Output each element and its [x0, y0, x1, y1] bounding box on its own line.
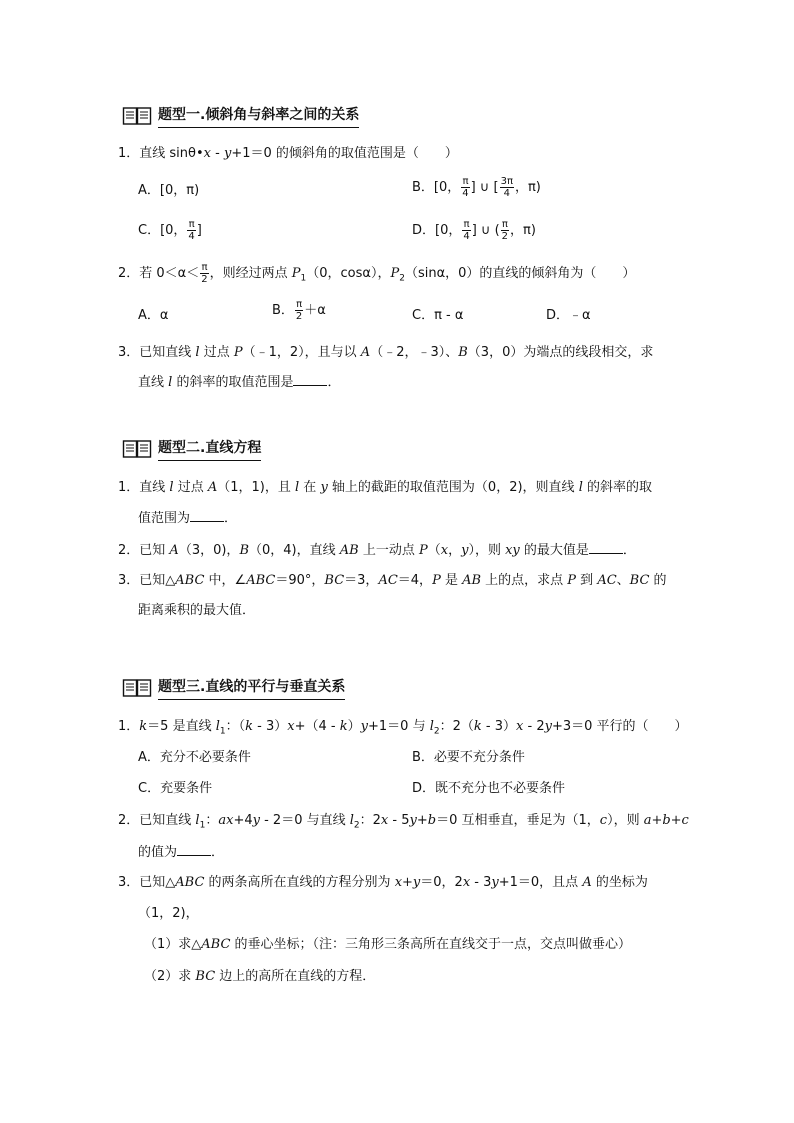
section-title: 题型一.倾斜角与斜率之间的关系 [158, 104, 359, 128]
option-a: A．充分不必要条件 [138, 750, 251, 765]
question-3-3: 3．已知△ABC 的两条高所在直线的方程分别为 x+y＝0，2x - 3y+1＝0，且点 A 的坐标为 [118, 875, 648, 890]
question-2-1-cont: 值范围为 ． [138, 511, 238, 526]
question-2-3: 3．已知△ABC 中，∠ABC＝90°，BC＝3，AC＝4，P 是 AB 上的点，求点 P 到 AC、BC 的 [118, 573, 667, 588]
question-2-2: 2．已知 A（3，0)，B（0，4)，直线 AB 上一动点 P（x，y），则 xy 的最大值是 ． [118, 543, 636, 558]
book-icon [122, 439, 152, 459]
question-1-3-cont: 直线 l 的斜率的取值范围是 ． [138, 375, 341, 390]
question-3-1: 1．k＝5 是直线 $l_1$：（k - 3）x+（4 - k）y+1＝0 与 $l_2$：2（k - 3）x - 2y+3＝0 平行的（ ） [118, 719, 688, 737]
option-c: C．充要条件 [138, 781, 213, 796]
question-1-2: 2．若 0＜α＜ $\frac{\pi}{2}$ ，则经过两点 $P_1(0$，cosα），$P_2(\sin\alpha$，0）的直线的倾斜角为（ ） [118, 262, 636, 285]
option-b: B．必要不充分条件 [412, 750, 525, 765]
option-c: C．[0， $\frac{\pi}{4}$ ] [138, 219, 202, 242]
question-2-3-cont: 距离乘积的最大值． [138, 603, 256, 618]
option-a: A．[0，π) [138, 183, 200, 198]
option-b: B． $\frac{\pi}{2}$ ＋α [272, 299, 326, 322]
book-icon [122, 678, 152, 698]
question-3-2-cont: 的值为 ． [138, 845, 225, 860]
question-3-3-part-2: （2）求 BC 边上的高所在直线的方程． [144, 969, 376, 984]
question-3-3-cont: （1，2)， [138, 906, 199, 921]
option-b: B．[0， $\frac{\pi}{4}$ ] ∪ [ $\frac{3\pi}{4}$ ，π) [412, 176, 541, 199]
question-2-1: 1．直线 l 过点 A（1，1)，且 l 在 y 轴上的截距的取值范围为（0，2)，则直线 l 的斜率的取 [118, 480, 652, 495]
section-heading-2 [122, 437, 261, 461]
answer-blank[interactable] [293, 373, 327, 386]
section-heading-3 [122, 676, 345, 700]
question-3-2: 2．已知直线 $l_1$：ax+4y - 2＝0 与直线 $l_2$：2x - 5y+b＝0 互相垂直，垂足为（1，c），则 a+b+c [118, 813, 689, 831]
section-title: 题型二.直线方程 [158, 437, 261, 461]
question-1-3: 3．已知直线 l 过点 P（﹣1，2），且与以 A（﹣2，﹣3）、B（3，0）为端点的线段相交，求 [118, 345, 654, 360]
section-title: 题型三.直线的平行与垂直关系 [158, 676, 345, 700]
section-heading-1 [122, 104, 359, 128]
option-d: D．既不充分也不必要条件 [412, 781, 566, 796]
book-icon [122, 106, 152, 126]
answer-blank[interactable] [190, 509, 224, 522]
option-d: D．﹣α [546, 308, 591, 323]
question-3-3-part-1: （1）求△ABC 的垂心坐标；（注：三角形三条高所在直线交于一点，交点叫做垂心） [144, 937, 632, 952]
question-1-1: 1．直线 sinθ•x - y+1＝0 的倾斜角的取值范围是（ ） [118, 146, 458, 161]
option-d: D．[0， $\frac{\pi}{4}$ ] ∪ ( $\frac{\pi}{2}$ ，π) [412, 219, 536, 242]
option-a: A．α [138, 308, 169, 323]
answer-blank[interactable] [589, 541, 623, 554]
answer-blank[interactable] [177, 843, 211, 856]
option-c: C．π - α [412, 308, 464, 323]
